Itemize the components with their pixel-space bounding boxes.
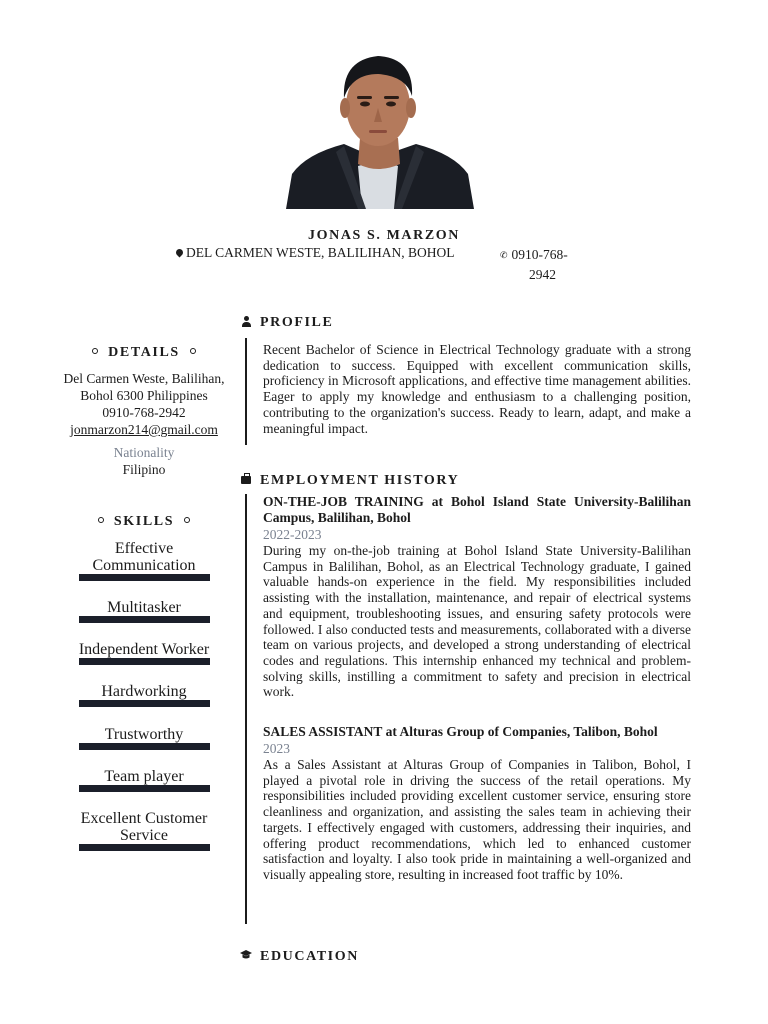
profile-summary: Recent Bachelor of Science in Electrical Technology graduate with a strong dedication to success. Equipped with excellent communication skills, proficiency in Microsoft applications, and effective time management abilities. Eager to apply my knowledge and enthusiasm to a challenging position, contributing to the organization's success. Ready to learn, adapt, and make a meaningful impact. (263, 342, 691, 436)
job-description: As a Sales Assistant at Alturas Group of Companies in Talibon, Bohol, I played a pivotal role in driving the success of the retail operations. My responsibilities included providing excellent customer service, ensuring store cleanliness and organization, and assisting the sales team in achieving their targets. I effectively engaged with customers, addressing their inquiries, and offering product recommendations, which led to enhanced customer satisfaction and loyalty. I also took pride in maintaining a well-organized and visually appealing store, resulting in increased foot traffic by 10%. (263, 757, 691, 882)
details-email-link[interactable]: jonmarzon214@gmail.com (70, 422, 218, 437)
skill-item (60, 768, 228, 785)
employment-title: EMPLOYMENT HISTORY (260, 473, 460, 488)
skill-level-bar (79, 743, 210, 750)
job-entry (263, 494, 691, 700)
skill-label: Team player (104, 768, 184, 785)
employment-heading (240, 473, 459, 489)
skill-label-cont: Service (120, 827, 168, 844)
skill-level-bar (79, 658, 210, 665)
skill-item (60, 726, 228, 743)
skill-level-bar (79, 844, 210, 851)
candidate-name: JONAS S. MARZON (308, 228, 460, 243)
skill-item (60, 683, 228, 700)
employment-divider (245, 494, 247, 924)
skills-title-text: SKILLS (113, 514, 175, 529)
profile-divider (245, 338, 247, 445)
details-title-text: DETAILS (108, 345, 180, 360)
skill-level-bar (79, 700, 210, 707)
profile-title: PROFILE (260, 315, 334, 330)
skill-label: Excellent Customer (80, 810, 208, 827)
job-description: During my on-the-job training at Bohol Island State University-Balilihan Campus in Balilihan, Bohol, as an Electrical Technology graduate, I gained valuable hands-on experience in the field. My responsibilities included assisting with the installation, maintenance, and repair of electrical systems and equipment, troubleshooting issues, and ensuring safety protocols were followed. I also conducted tests and measurements, collaborated with a diverse team on various projects, and developed a strong understanding of electrical codes and regulations. This internship enhanced my technical and problem-solving skills, instilling a commitment to safety and precision in electrical work. (263, 543, 691, 700)
nationality-value: Filipino (122, 462, 166, 477)
header-phone-line1: 0910-768- (511, 247, 568, 262)
phone-icon: ✆ (500, 250, 508, 260)
job-title: ON-THE-JOB TRAINING at Bohol Island State University-Balilihan Campus, Balilihan, Bohol (263, 494, 691, 525)
education-title: EDUCATION (260, 949, 359, 964)
skill-label: Trustworthy (104, 726, 184, 743)
details-phone: 0910-768-2942 (102, 405, 186, 420)
profile-heading (240, 315, 333, 331)
job-date: 2022-2023 (263, 527, 322, 542)
skill-item (60, 599, 228, 616)
skill-item (60, 810, 228, 844)
header-phone (500, 245, 580, 284)
details-address-line1: Del Carmen Weste, Balilihan, (63, 371, 225, 386)
skill-label: Multitasker (107, 599, 181, 616)
header-address-text: DEL CARMEN WESTE, BALILIHAN, BOHOL (186, 245, 455, 260)
skill-level-bar (79, 785, 210, 792)
nationality-label: Nationality (113, 445, 175, 460)
skill-label: Independent Worker (78, 641, 210, 658)
skill-item (60, 540, 228, 574)
briefcase-icon (241, 476, 251, 484)
graduation-cap-icon (240, 950, 252, 963)
education-heading (240, 949, 359, 965)
skill-item (60, 641, 228, 658)
skill-level-bar (79, 574, 210, 581)
job-entry (263, 724, 691, 883)
profile-photo (286, 46, 474, 209)
skill-level-bar (79, 616, 210, 623)
skill-label: Hardworking (101, 683, 187, 700)
header-phone-line2: 2942 (529, 267, 556, 282)
person-icon (241, 316, 251, 327)
profile-photo-image (286, 46, 474, 209)
skill-label: Effective (114, 540, 174, 557)
details-address-line2: Bohol 6300 Philippines (80, 388, 208, 403)
skill-label-cont: Communication (92, 557, 196, 574)
job-title: SALES ASSISTANT at Alturas Group of Companies, Talibon, Bohol (263, 724, 658, 739)
job-date: 2023 (263, 741, 290, 756)
skills-list (60, 0, 228, 1024)
